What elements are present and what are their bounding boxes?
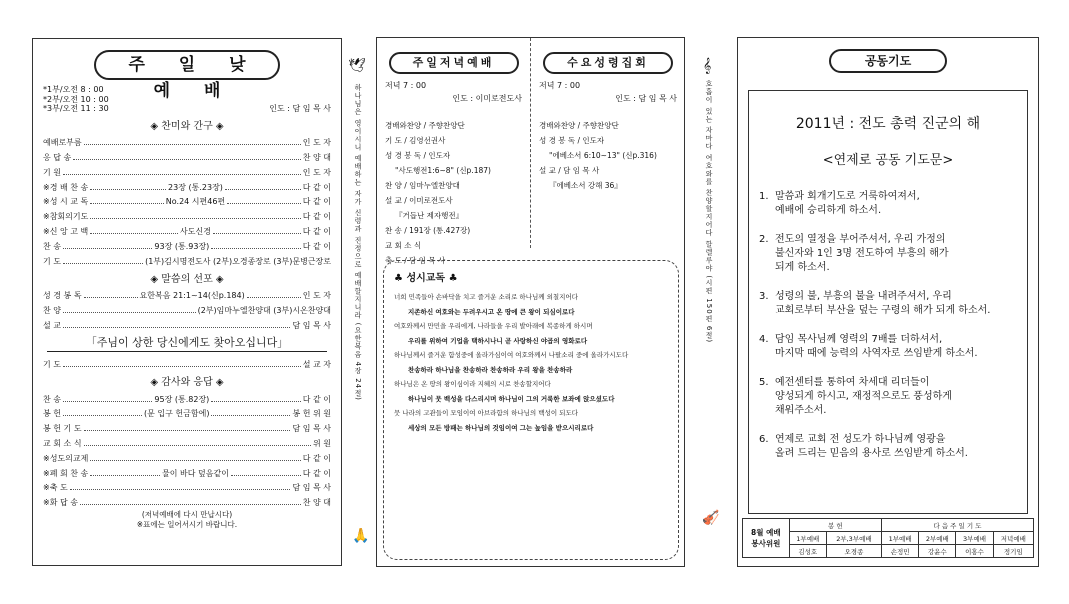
reading-line: 여호와께서 만민을 우리에게, 나라들을 우리 발아래에 복종하게 하시며 [394,322,593,330]
order-person: 인 도 자 [302,167,331,177]
prayer-text: 성령의 불, 부흥의 불을 내려주셔서, 우리 [775,291,952,302]
order-line: "에베소서 6:10~13" (신p.316) [549,151,657,160]
prayer-line [759,376,1017,390]
order-row [43,479,331,494]
morning-service-title: 주 일 낮 예 배 [94,50,280,80]
leader-dots [63,248,152,249]
leader-dots [211,401,300,402]
order-label: 찬 송 [43,394,61,404]
duty-name: 정기임 [993,545,1033,558]
leader-dots [90,203,164,204]
prayer-text: 예전센터를 통하여 차세대 리더들이 [775,377,930,388]
footer-line: (저녁예배에 다시 만납시다) [141,510,233,520]
duty-label [743,519,790,558]
leader-dots [225,189,301,190]
leader-dots [84,297,138,298]
section-heading: ◈ 말씀의 선포 ◈ [150,273,224,285]
evening-services-panel [376,37,685,567]
order-line: 경배와찬양 / 주향찬양단 [539,121,619,130]
order-row [43,193,331,208]
order-person: 다 같 이 [302,468,331,478]
duty-group-offering: 봉 헌 [789,519,881,532]
wednesday-service [531,38,685,248]
prayer-line: 양성되게 하시고, 재정적으로도 풍성하게 [775,391,952,402]
dove-icon: 🕊 [348,58,366,74]
service-time: *2부/오전 10 : 00 [43,94,109,104]
prayer-line: 되게 하소서. [775,262,830,273]
evening-time: 저녁 7 : 00 [385,81,427,90]
order-list [43,134,331,267]
order-row [43,316,331,331]
violin-icon: 🎻 [702,510,720,526]
order-detail: 요한복음 21:1~14(신p.184) [139,291,245,301]
order-person: 다 같 이 [302,227,331,237]
leader-dots [63,312,196,313]
prayer-line: 예배에 승리하게 하소서. [775,205,882,216]
prayer-text: 연제로 교회 전 성도가 하나님께 영광을 [775,434,946,445]
leader-dots [227,203,301,204]
order-line: 기 도 / 김영선권사 [385,136,446,145]
order-line: 『에베소서 강해 36』 [549,181,622,190]
order-row [43,355,331,370]
leader-dots [90,460,300,461]
order-row [43,178,331,193]
order-label: 기 도 [43,256,61,266]
duty-header: 2부,3부예배 [826,532,881,545]
reading-line: 하나님은 온 땅의 왕이심이라 지혜의 시로 찬송할지어다 [394,380,551,388]
order-row [43,405,331,420]
order-row [43,464,331,479]
order-label: 찬 양 [43,306,61,316]
prayer-line: 교회로부터 부산을 덮는 구령의 해가 되게 하소서. [775,305,991,316]
order-line: 성 경 봉 독 / 인도자 [385,151,451,160]
leader-dots [90,189,166,190]
leader-dots [84,445,311,446]
common-prayer-title: 공동기도 [829,49,947,73]
footer-line: ※표에는 일어서시기 바랍니다. [136,520,238,530]
wednesday-service-title: 수요성령집회 [543,52,673,74]
reading-line: 세상의 모든 방패는 하나님의 것임이여 그는 높임을 받으시리로다 [408,423,594,432]
order-label: ※화 답 송 [43,498,78,508]
order-list [43,287,331,331]
reading-line: 우리를 위하여 기업을 택하시나니 곧 사랑하신 야곱의 영화로다 [408,336,588,345]
reading-line: 뭇 나라의 고관들이 모임이여 아브라함의 하나님의 백성이 되도다 [394,409,578,417]
leader-dots [90,475,160,476]
order-person: 인 도 자 [302,291,331,301]
duty-header: 1부예배 [789,532,826,545]
order-line: 설 교 / 담 임 목 사 [539,166,600,175]
prayer-item [759,376,1017,418]
prayer-number: 5. [759,377,769,388]
prayer-line [759,433,1017,447]
duty-label-line: 8월 예배 [751,528,781,537]
order-row [43,222,331,237]
section-heading: ◈ 감사와 응답 ◈ [150,376,224,388]
evening-service-title: 주일저녁예배 [389,52,519,74]
order-row [43,419,331,434]
reading-line: 찬송하라 하나님을 찬송하라 찬송하라 우리 왕을 찬송하라 [408,365,573,374]
prayer-line: 올려 드리는 믿음의 용사로 쓰임받게 하소서. [775,448,968,459]
order-label: 예배로부름 [43,138,82,148]
responsive-reading-title: ♣ 성시교독 ♣ [394,273,458,284]
duty-name: 오경종 [826,545,881,558]
prayer-text: 말씀과 회개기도로 거룩하여져서, [775,191,920,202]
reading-line: 하나님께서 즐거운 함성중에 올라가심이여 여호와께서 나팔소리 중에 올라가시도다 [394,351,629,359]
order-label: 설 교 [43,321,61,331]
order-person: 인 도 자 [302,138,331,148]
order-person: 설 교 자 [302,359,331,369]
order-line: 설 교 / 이미로전도사 [385,196,453,205]
evening-leader: 인도 : 이미로전도사 [452,94,522,103]
service-leader: 인도 : 담 임 목 사 [269,104,331,113]
order-person: 담 임 목 사 [292,424,331,434]
prayer-line: 채워주소서. [775,405,827,416]
music-note-icon: 𝄞 [703,58,712,74]
order-label: 교 회 소 식 [43,439,82,449]
duty-header: 1부예배 [882,532,919,545]
prayer-line [759,333,1017,347]
leader-dots [90,233,178,234]
duty-group-prayer: 다 음 주 일 기 도 [882,519,1034,532]
order-row [43,390,331,405]
reading-line: 하나님이 뭇 백성을 다스리시며 하나님이 그의 거룩한 보좌에 앉으셨도다 [408,394,615,403]
prayer-number: 2. [759,234,769,245]
order-label: ※축 도 [43,483,68,493]
service-time: *3부/오전 11 : 30 [43,104,109,113]
evening-order [385,118,522,268]
prayer-item [759,333,1017,361]
leader-dots [90,218,300,219]
order-row [43,148,331,163]
leader-dots [63,174,301,175]
order-person: 다 같 이 [302,182,331,192]
order-person: 다 같 이 [302,197,331,207]
duty-label-line: 봉사위원 [751,539,781,548]
reading-line: 너희 민족들아 손바닥을 치고 즐거운 소리로 하나님께 외칠지어다 [394,293,578,301]
evening-service [377,38,531,265]
leader-dots [84,430,291,431]
order-person: 다 같 이 [302,394,331,404]
duty-header: 저녁예배 [993,532,1033,545]
duty-name: 김성호 [789,545,826,558]
prayer-line [759,190,1017,204]
leader-dots [63,401,152,402]
prayer-item [759,433,1017,461]
order-line: 찬 양 / 임마누엘찬양대 [385,181,460,190]
order-label: 봉 헌 [43,409,61,419]
order-row [43,134,331,149]
duty-name: 강윤수 [919,545,956,558]
duty-header: 2부예배 [919,532,956,545]
prayer-line [759,233,1017,247]
leader-dots [231,475,301,476]
leader-dots [63,263,143,264]
leader-dots [73,159,300,160]
prayer-number: 3. [759,291,769,302]
prayer-item [759,290,1017,318]
prayer-item [759,190,1017,218]
prayer-line: 불신자와 1인 3명 전도하여 부흥의 해가 [775,248,949,259]
duty-name: 손정민 [882,545,919,558]
order-detail: No.24 시편46편 [165,197,226,207]
leader-dots [70,489,291,490]
prayer-items [759,190,1017,461]
responsive-reading [383,260,679,560]
vertical-verse-1: 하나님은 영이시니 예배하는 자가 신령과 진정으로 예배할지니라 (요한복음 4장 24절) [354,84,362,401]
order-label: ※성도의교제 [43,453,89,463]
prayer-number: 4. [759,334,769,345]
sermon-title: 「주님이 상한 당신에게도 찾아오십니다」 [47,334,327,352]
prayer-line [759,290,1017,304]
order-list [43,390,331,508]
prayer-text: 전도의 열정을 부어주셔서, 우리 가정의 [775,234,946,245]
responsive-reading-lines [394,290,668,435]
order-label: 기 원 [43,167,61,177]
order-detail: (1부)김시명전도사 (2부)오경종장로 (3부)문병근장로 [145,256,331,266]
services-top [377,38,686,265]
order-detail: (문 입구 헌금함에) [144,409,210,419]
leader-dots [80,504,301,505]
order-detail: 사도신경 [180,227,211,237]
order-row [43,301,331,316]
reading-line: 지존하신 여호와는 두려우시고 온 땅에 큰 왕이 되심이로다 [408,307,575,316]
order-row [43,434,331,449]
order-person: 봉 헌 위 원 [292,409,331,419]
leader-dots [211,415,290,416]
prayer-subheading: <연제로 공동 기도문> [822,153,954,168]
order-list [43,355,331,370]
leader-dots [63,366,301,367]
order-row [43,207,331,222]
order-line: 교 회 소 식 [385,241,422,250]
morning-service-panel [32,38,342,566]
prayer-heading: 2011년 : 전도 총력 진군의 해 [795,116,981,132]
prayer-box [748,90,1028,514]
order-label: ※신 앙 고 백 [43,227,89,237]
order-person: 위 원 [313,439,331,449]
order-detail: 물이 바다 덮음같이 [162,468,229,478]
leader-dots [211,248,300,249]
order-detail: 93장 (통.93장) [154,241,210,251]
order-label: 기 도 [43,359,61,369]
praying-hands-icon: 🙏 [352,528,370,544]
order-line: 경배와찬양 / 주향찬양단 [385,121,465,130]
order-line: 축 도 / 담 임 목 사 [385,256,446,265]
vertical-verse-2: 호흡이 있는 자마다 여호와를 찬양할지어다 할렐루야 (시편 150편 6절) [705,80,713,344]
order-person: 다 같 이 [302,453,331,463]
order-person: 다 같 이 [302,241,331,251]
duty-table [742,518,1034,558]
order-person: 찬 양 대 [302,153,331,163]
order-label: 성 경 봉 독 [43,291,82,301]
order-person: 담 임 목 사 [292,321,331,331]
prayer-number: 6. [759,434,769,445]
leader-dots [63,327,290,328]
common-prayer-panel [737,37,1039,567]
order-line: "사도행전1:6~8" (신p.187) [395,166,491,175]
prayer-line: 마지막 때에 능력의 사역자로 쓰임받게 하소서. [775,348,978,359]
wednesday-leader: 인도 : 담 임 목 사 [615,94,677,103]
leader-dots [84,144,301,145]
order-label: 봉 헌 기 도 [43,424,82,434]
order-row [43,252,331,267]
duty-name: 이홍수 [956,545,993,558]
order-detail: 95장 (통.82장) [154,394,210,404]
order-person: 담 임 목 사 [292,483,331,493]
leader-dots [247,297,301,298]
order-row [43,449,331,464]
prayer-item [759,233,1017,275]
order-label: ※폐 회 찬 송 [43,468,89,478]
service-time: *1부/오전 8 : 00 [43,85,104,94]
order-detail: 23장 (통.23장) [168,182,223,192]
order-label: ※참회의기도 [43,212,89,222]
section-heading: ◈ 찬미와 간구 ◈ [150,120,224,132]
order-person: 찬 양 대 [302,498,331,508]
footer-note [43,510,331,530]
order-label: 응 답 송 [43,153,72,163]
order-label: 찬 송 [43,241,61,251]
order-label: ※경 배 찬 송 [43,182,89,192]
order-row [43,287,331,302]
order-line: 『거듭난 제자행전』 [395,211,464,220]
order-line: 찬 송 / 191장 (통.427장) [385,226,471,235]
leader-dots [63,415,142,416]
order-label: ※성 시 교 독 [43,197,89,207]
wednesday-time: 저녁 7 : 00 [539,81,581,90]
leader-dots [213,233,301,234]
service-times [43,85,331,114]
order-row [43,163,331,178]
prayer-number: 1. [759,191,769,202]
order-person: 다 같 이 [302,212,331,222]
order-row [43,493,331,508]
order-row [43,237,331,252]
prayer-text: 담임 목사님께 영력의 7배를 더하셔서, [775,334,943,345]
order-line: 성 경 봉 독 / 인도자 [539,136,605,145]
duty-header: 3부예배 [956,532,993,545]
wednesday-order [539,118,677,193]
order-detail: (2부)임마누엘찬양대 (3부)시온찬양대 [197,306,331,316]
